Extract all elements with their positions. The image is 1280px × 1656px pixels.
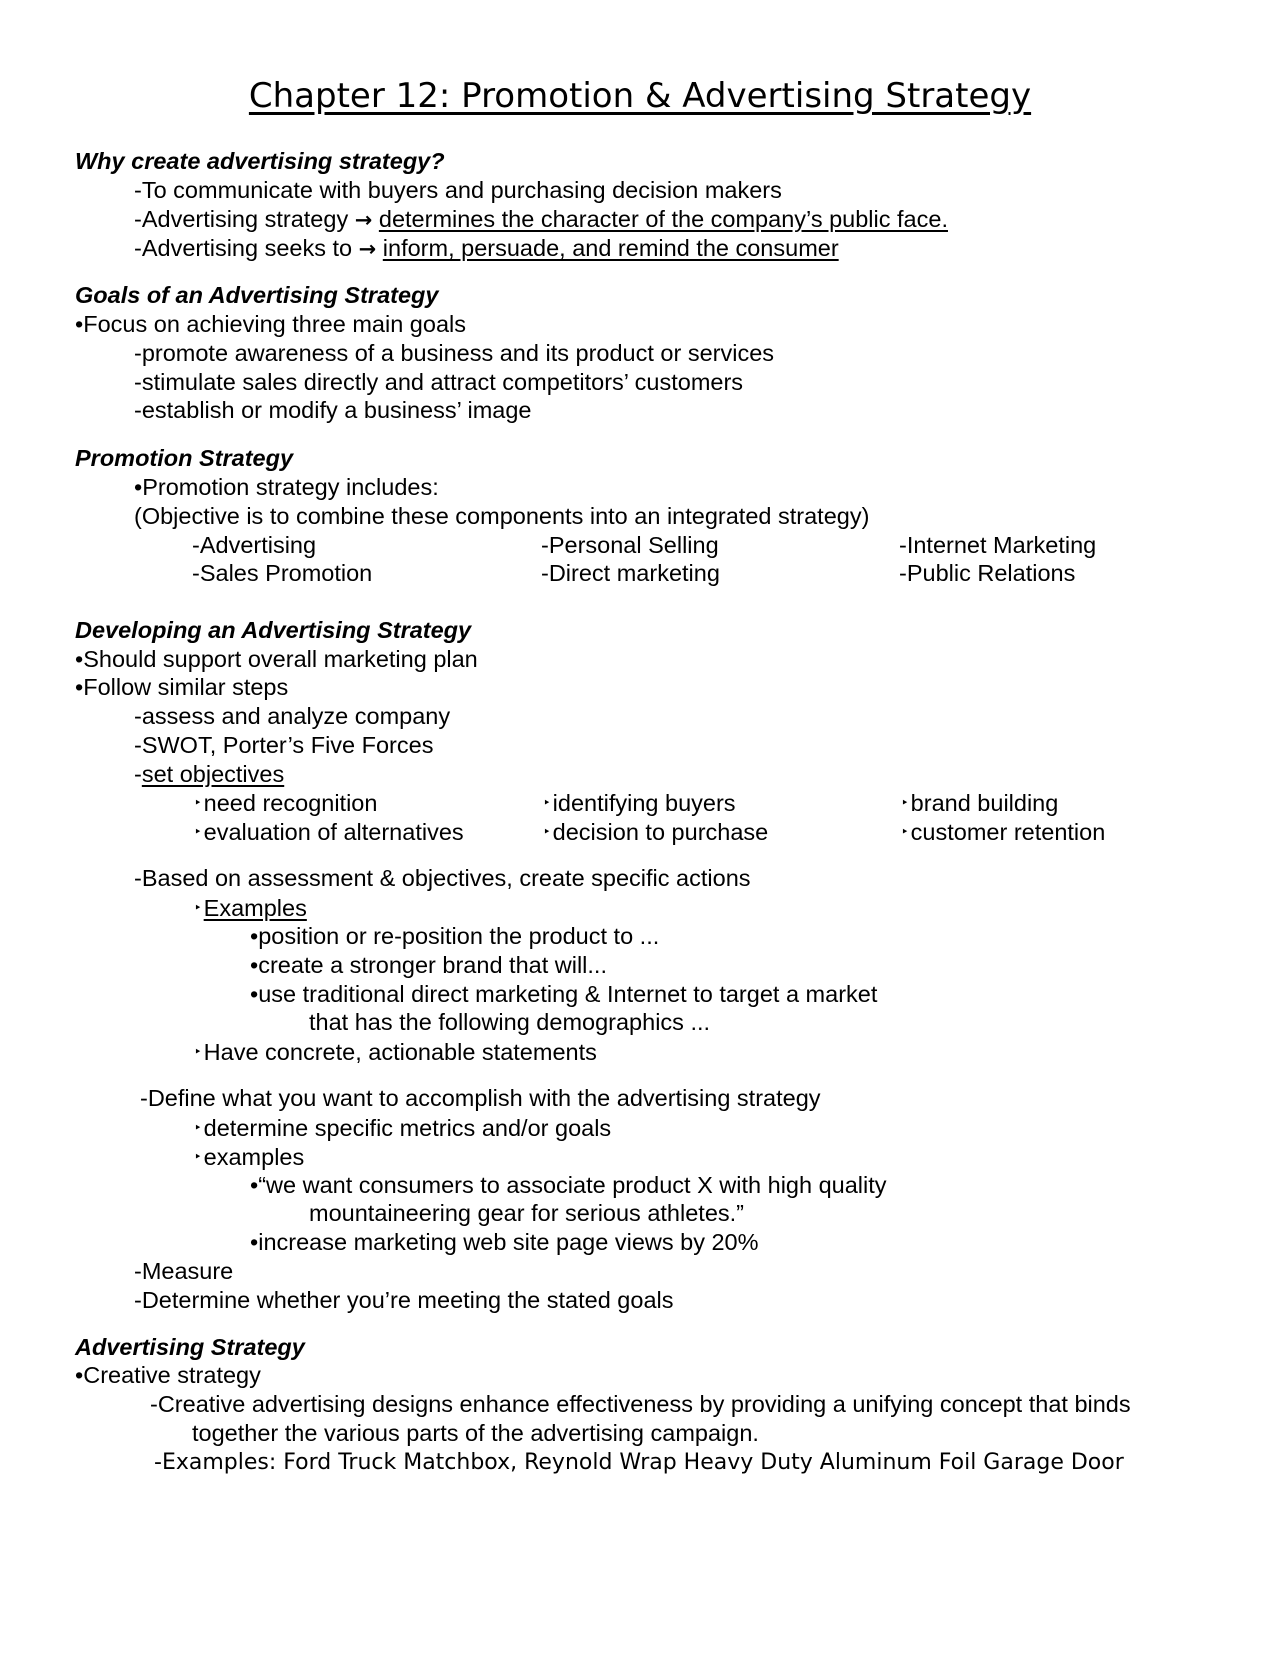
bullet-icon: • bbox=[250, 1229, 259, 1255]
developing-step-1: -assess and analyze company bbox=[134, 703, 451, 729]
why-line-3 bbox=[134, 234, 839, 264]
section-heading-why: Why create advertising strategy? bbox=[75, 148, 445, 174]
why-line-2-text: -Advertising strategy bbox=[134, 206, 349, 232]
goals-line-1: -promote awareness of a business and its product or services bbox=[134, 340, 775, 366]
bullet-icon: • bbox=[75, 674, 84, 700]
triangle-bullet-icon: ‣ bbox=[194, 824, 202, 839]
developing-bullet-2-text: Follow similar steps bbox=[83, 674, 289, 700]
metric-example-text: “we want consumers to associate product X with high quality bbox=[258, 1172, 887, 1198]
advertising-bullet bbox=[75, 1361, 261, 1390]
metric-example-1-continued: mountaineering gear for serious athletes.” bbox=[309, 1200, 744, 1226]
triangle-bullet-icon: ‣ bbox=[901, 795, 909, 810]
component-direct-marketing: -Direct marketing bbox=[541, 560, 720, 586]
component-advertising: -Advertising bbox=[192, 532, 317, 558]
component-internet-marketing: -Internet Marketing bbox=[899, 532, 1097, 558]
developing-bullet-2 bbox=[75, 673, 288, 702]
goals-bullet-text: Focus on achieving three main goals bbox=[83, 311, 466, 337]
section-heading-goals: Goals of an Advertising Strategy bbox=[75, 282, 439, 308]
triangle-bullet-icon: ‣ bbox=[194, 1149, 202, 1164]
triangle-bullet-icon: ‣ bbox=[901, 824, 909, 839]
metrics-examples-text: examples bbox=[203, 1144, 305, 1170]
why-line-3-text: -Advertising seeks to bbox=[134, 235, 353, 261]
example-text: use traditional direct marketing & Internet to target a market bbox=[258, 981, 878, 1007]
creative-line-1: -Creative advertising designs enhance effectiveness by providing a unifying concept that binds bbox=[150, 1391, 1131, 1417]
section-heading-advertising: Advertising Strategy bbox=[75, 1334, 305, 1360]
bullet-icon: • bbox=[250, 1172, 259, 1198]
example-text: create a stronger brand that will... bbox=[258, 952, 607, 978]
developing-step-3-dash: - bbox=[134, 761, 142, 787]
example-text: position or re-position the product to ... bbox=[258, 923, 660, 949]
section-heading-developing: Developing an Advertising Strategy bbox=[75, 617, 472, 643]
objective-text: identifying buyers bbox=[552, 790, 736, 816]
developing-bullet-1 bbox=[75, 645, 478, 674]
developing-step-2: -SWOT, Porter’s Five Forces bbox=[134, 732, 434, 758]
examples-label-text: Examples bbox=[203, 895, 307, 921]
example-2 bbox=[250, 951, 607, 980]
metric-example-1 bbox=[250, 1171, 887, 1200]
triangle-bullet-icon: ‣ bbox=[194, 1044, 202, 1059]
triangle-bullet-icon: ‣ bbox=[543, 795, 551, 810]
bullet-icon: • bbox=[75, 1362, 84, 1388]
component-public-relations: -Public Relations bbox=[899, 560, 1076, 586]
objective-text: brand building bbox=[910, 790, 1059, 816]
concrete-statements-text: Have concrete, actionable statements bbox=[203, 1039, 597, 1065]
objective-text: customer retention bbox=[910, 819, 1106, 845]
page-title-text: Chapter 12: Promotion & Advertising Strategy bbox=[248, 76, 1032, 116]
developing-step-3-underlined: set objectives bbox=[141, 761, 285, 787]
arrow-icon: → bbox=[358, 237, 377, 261]
triangle-bullet-icon: ‣ bbox=[194, 795, 202, 810]
developing-bullet-1-text: Should support overall marketing plan bbox=[83, 646, 478, 672]
bullet-icon: • bbox=[75, 646, 84, 672]
creative-examples: -Examples: Ford Truck Matchbox, Reynold Wrap Heavy Duty Aluminum Foil Garage Door bbox=[154, 1450, 1124, 1475]
component-sales-promotion: -Sales Promotion bbox=[192, 560, 373, 586]
objective-text: decision to purchase bbox=[552, 819, 769, 845]
why-line-2 bbox=[134, 205, 948, 235]
objective-customer-retention bbox=[901, 817, 1105, 847]
bullet-icon: • bbox=[250, 952, 259, 978]
objective-evaluation bbox=[194, 817, 464, 847]
page-title bbox=[0, 74, 1280, 118]
metric-example-2 bbox=[250, 1228, 759, 1257]
component-personal-selling: -Personal Selling bbox=[541, 532, 719, 558]
triangle-bullet-icon: ‣ bbox=[194, 1120, 202, 1135]
objective-text: evaluation of alternatives bbox=[203, 819, 464, 845]
triangle-bullet-icon: ‣ bbox=[194, 900, 202, 915]
objective-decision-to-purchase bbox=[543, 817, 768, 847]
objective-brand-building bbox=[901, 788, 1058, 818]
why-line-3-underlined: inform, persuade, and remind the consumer bbox=[382, 235, 839, 261]
developing-step-6: -Measure bbox=[134, 1258, 234, 1284]
concrete-statements bbox=[194, 1037, 597, 1067]
bullet-icon: • bbox=[250, 981, 259, 1007]
why-line-2-underlined: determines the character of the company’s public face. bbox=[378, 206, 948, 232]
section-heading-promotion: Promotion Strategy bbox=[75, 445, 294, 471]
promotion-bullet-text: Promotion strategy includes: bbox=[142, 474, 439, 500]
developing-step-7: -Determine whether you’re meeting the stated goals bbox=[134, 1287, 674, 1313]
bullet-icon: • bbox=[134, 474, 143, 500]
example-1 bbox=[250, 922, 659, 951]
objective-identifying-buyers bbox=[543, 788, 736, 818]
arrow-icon: → bbox=[354, 208, 373, 232]
metric-example-text: increase marketing web site page views by 20% bbox=[258, 1229, 759, 1255]
bullet-icon: • bbox=[75, 311, 84, 337]
creative-line-1-continued: together the various parts of the advertising campaign. bbox=[192, 1420, 759, 1446]
goals-line-3: -establish or modify a business’ image bbox=[134, 397, 532, 423]
example-3 bbox=[250, 980, 877, 1009]
why-line-1: -To communicate with buyers and purchasing decision makers bbox=[134, 177, 782, 203]
objective-text: need recognition bbox=[203, 790, 378, 816]
developing-step-3 bbox=[134, 760, 284, 789]
example-3-continued: that has the following demographics ... bbox=[309, 1009, 711, 1035]
objective-need-recognition bbox=[194, 788, 377, 818]
developing-step-5: -Define what you want to accomplish with the advertising strategy bbox=[140, 1085, 821, 1111]
metrics-examples bbox=[194, 1142, 304, 1172]
goals-bullet bbox=[75, 310, 466, 339]
metrics-item bbox=[194, 1113, 611, 1143]
promotion-bullet bbox=[134, 473, 439, 502]
goals-line-2: -stimulate sales directly and attract competitors’ customers bbox=[134, 369, 744, 395]
examples-label bbox=[194, 893, 307, 923]
promotion-objective: (Objective is to combine these components into an integrated strategy) bbox=[134, 503, 870, 529]
developing-step-4: -Based on assessment & objectives, create specific actions bbox=[134, 865, 751, 891]
bullet-icon: • bbox=[250, 923, 259, 949]
triangle-bullet-icon: ‣ bbox=[543, 824, 551, 839]
advertising-bullet-text: Creative strategy bbox=[83, 1362, 261, 1388]
metrics-item-text: determine specific metrics and/or goals bbox=[203, 1115, 612, 1141]
